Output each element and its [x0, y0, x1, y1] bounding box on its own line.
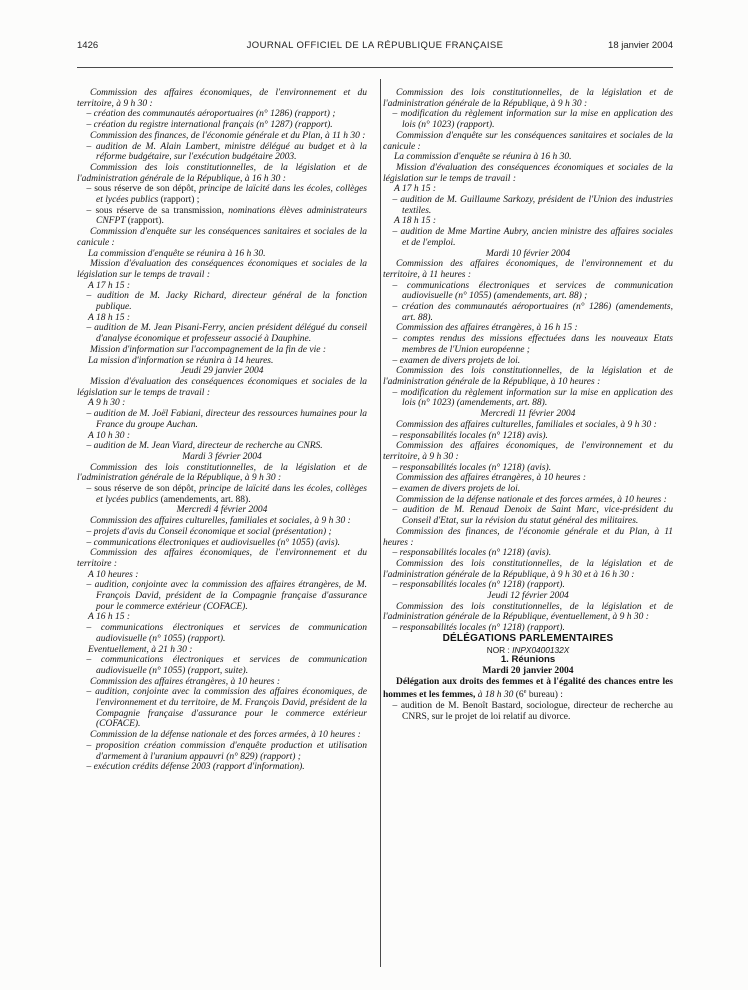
item-block: – examen de divers projets de loi. [392, 484, 521, 495]
text-run: e [523, 688, 527, 696]
text-run: – audition de M. Benoît Bastard, sociologue, directeur de recherche au CNRS, sur le projet de loi relatif au divorce. [392, 701, 673, 722]
column-right [383, 88, 673, 773]
item-block: – audition de M. Guillaume Sarkozy, président de l'Union des industries textiles. [392, 195, 673, 216]
para-block: Commission des affaires culturelles, familiales et sociales, à 9 h 30 : [396, 419, 657, 430]
text-run: INPX0400132X [512, 644, 570, 655]
item-block: – audition de M. Renaud Denoix de Saint Marc, vice-président du Conseil d'Etat, sur la révision du statut général des militaires. [392, 505, 673, 527]
time-block: A 9 h 30 : [88, 398, 126, 409]
text-run: principe de laïcité dans les écoles, collèges et lycées publics [96, 484, 368, 505]
date-block: Jeudi 12 février 2004 [487, 591, 569, 602]
content-columns [77, 88, 673, 773]
item-block: – responsabilités locales (n° 1218) (avis). [392, 548, 552, 559]
date-block: Mercredi 4 février 2004 [176, 505, 268, 516]
item-block [77, 484, 367, 505]
journal-title: JOURNAL OFFICIEL DE LA RÉPUBLIQUE FRANÇAISE [246, 40, 504, 51]
item-block [383, 701, 673, 722]
time-block: A 10 heures : [88, 569, 139, 580]
para-block: Commission des affaires économiques, de l'environnement et du territoire, à 9 h 30 : [383, 441, 673, 462]
para-block: Commission des lois constitutionnelles, de la législation et de l'administration générale de la République, à 9 h 30 et à 16 h 30 : [383, 558, 673, 580]
item-block: – modification du règlement information sur la mise en application des lois (n° 1023) (amendements, art. 88). [392, 387, 673, 409]
item-block: – audition de M. Joël Fabiani, directeur des ressources humaines pour la France du groupe Auchan. [86, 409, 367, 430]
text-run: (6 [515, 690, 524, 701]
item-block: – audition de Mme Martine Aubry, ancien ministre des affaires sociales et de l'emploi. [392, 227, 673, 248]
para-block [383, 677, 673, 702]
item-block [77, 206, 367, 227]
item-block: – audition, conjointe avec la commission des affaires étrangères, de M. François David, président de la Compagnie française d'assurance pour le commerce extérieur (COFACE). [86, 580, 367, 612]
heading-block: DÉLÉGATIONS PARLEMENTAIRES [442, 632, 614, 644]
text-run: bureau) : [526, 690, 563, 701]
para-block: Commission des affaires économiques, de l'environnement et du territoire, à 11 heures : [383, 259, 673, 280]
text-run: – sous réserve de son dépôt, [86, 484, 200, 495]
para-block: Mission d'évaluation des conséquences économiques et sociales de la législation sur le temps de travail : [77, 259, 367, 280]
item-block: – communications électroniques et services de communication audiovisuelle (n° 1055) (rapport). [86, 623, 367, 644]
item-block: – audition de M. Jacky Richard, directeur général de la fonction publique. [86, 291, 367, 313]
time-block: La commission d'enquête se réunira à 16 h 30. [394, 152, 572, 163]
date-block: Mercredi 11 février 2004 [480, 409, 576, 420]
item-block: – communications électroniques et services de communication audiovisuelle (n° 1055) (amendements, art. 88) ; [392, 280, 673, 302]
time-block: A 18 h 15 : [394, 216, 437, 227]
para-block: Commission des lois constitutionnelles, de la législation et de l'administration générale de la République, à 9 h 30 : [77, 462, 367, 484]
text-run: nominations élèves administrateurs CNFPT [96, 205, 367, 227]
para-block: Commission des affaires économiques, de l'environnement et du territoire, à 9 h 30 : [77, 88, 367, 109]
item-block: – responsabilités locales (n° 1218) avis). [392, 430, 548, 441]
item-block: – audition de M. Jean Pisani-Ferry, ancien président délégué du conseil d'analyse économique et professeur associé à Dauphine. [86, 323, 367, 345]
text-run: Délégation aux droits des femmes et à l'égalité des chances entre les hommes et les femmes, [383, 676, 673, 701]
item-block: – audition de M. Jean Viard, directeur de recherche au CNRS. [86, 441, 323, 452]
item-block: – audition de M. Alain Lambert, ministre délégué au budget et à la réforme budgétaire, sur l'exécution budgétaire 2003. [86, 141, 367, 163]
item-block: – modification du règlement information sur la mise en application des lois (n° 1023) (rapport). [392, 109, 673, 131]
item-block: – proposition création commission d'enquête production et utilisation d'armement à l'uranium appauvri (n° 829) (rapport) ; [86, 740, 367, 762]
para-block: Commission des affaires culturelles, familiales et sociales, à 9 h 30 : [90, 516, 351, 527]
item-block: – projets d'avis du Conseil économique et social (présentation) ; [86, 526, 332, 537]
dateb-block: Mardi 20 janvier 2004 [482, 664, 574, 676]
para-block: Commission de la défense nationale et des forces armées, à 10 heures : [90, 730, 361, 741]
item-block: – audition, conjointe avec la commission des affaires économiques, de l'environnement et du territoire, de M. François David, président de la Compagnie française d'assurance pour le commerce extérieur (COFACE). [86, 687, 367, 730]
para-block: Commission d'enquête sur les conséquences sanitaires et sociales de la canicule : [383, 130, 673, 152]
item-block: – création des communautés aéroportuaires (n° 1286) (amendements, art. 88). [392, 302, 673, 323]
item-block: – examen de divers projets de loi. [392, 355, 521, 366]
para-block: Commission des affaires étrangères, à 16 h 15 : [396, 323, 578, 334]
text-run: (rapport) ; [160, 195, 200, 206]
item-block: – comptes rendus des missions effectuées dans les nouveaux Etats membres de l'Union européenne ; [392, 334, 673, 355]
text-run: (rapport). [127, 216, 164, 227]
para-block: Commission des finances, de l'économie générale et du Plan, à 11 heures : [383, 526, 673, 548]
para-block: Mission d'information sur l'accompagnement de la fin de vie : [90, 344, 326, 355]
column-left [77, 88, 367, 773]
para-block: Commission des finances, de l'économie générale et du Plan, à 11 h 30 : [90, 130, 366, 141]
time-block: A 10 h 30 : [88, 430, 131, 441]
para-block: Mission d'évaluation des conséquences économiques et sociales de la législation sur le temps de travail : [383, 162, 673, 184]
text-run: principe de laïcité dans les écoles, collèges et lycées publics [96, 184, 368, 206]
para-block: Commission d'enquête sur les conséquences sanitaires et sociales de la canicule : [77, 227, 367, 248]
time-block: Eventuellement, à 21 h 30 : [88, 644, 193, 655]
para-block: Mission d'évaluation des conséquences économiques et sociales de la législation sur le temps de travail : [77, 376, 367, 398]
page-header [77, 40, 673, 51]
date-block: Jeudi 29 janvier 2004 [180, 366, 264, 377]
para-block: Commission de la défense nationale et des forces armées, à 10 heures : [396, 494, 667, 505]
text-run: – sous réserve de sa transmission, [86, 205, 229, 216]
text-run: à 18 h 30 [477, 690, 516, 701]
sub-block: 1. Réunions [500, 654, 556, 666]
item-block: – responsabilités locales (n° 1218) (avis). [392, 462, 552, 473]
text-run: – sous réserve de son dépôt, [86, 184, 200, 195]
time-block: A 17 h 15 : [394, 184, 437, 195]
para-block: Commission des lois constitutionnelles, de la législation et de l'administration générale de la République, à 16 h 30 : [77, 162, 367, 184]
item-block: – communications électroniques et services de communication audiovisuelle (n° 1055) (rapport, suite). [86, 655, 367, 676]
date-block: Mardi 10 février 2004 [485, 248, 571, 259]
item-block: – création des communautés aéroportuaires (n° 1286) (rapport) ; [86, 109, 336, 120]
item-block: – responsabilités locales (n° 1218) (rapport). [392, 623, 565, 634]
item-block: – exécution crédits défense 2003 (rapport d'information). [86, 762, 305, 773]
time-block: La mission d'information se réunira à 14 heures. [88, 355, 274, 366]
issue-date: 18 janvier 2004 [608, 40, 673, 51]
item-block: – responsabilités locales (n° 1218) (rapport). [392, 580, 565, 591]
item-block: – communications électroniques et audiovisuelles (n° 1055) (avis). [86, 537, 341, 548]
text-run: (amendements, art. 88). [160, 494, 251, 505]
item-block: – création du registre international français (n° 1287) (rapport). [86, 120, 333, 131]
date-block: Mardi 3 février 2004 [182, 451, 262, 462]
para-block: Commission des affaires économiques, de l'environnement et du territoire : [77, 548, 367, 569]
item-block [77, 184, 367, 205]
header-rule [77, 67, 673, 68]
time-block: La commission d'enquête se réunira à 16 h 30. [88, 248, 266, 259]
para-block: Commission des affaires étrangères, à 10 heures : [396, 473, 586, 484]
time-block: A 16 h 15 : [88, 612, 131, 623]
para-block: Commission des lois constitutionnelles, de la législation et de l'administration générale de la République, éventuellement, à 9 h 30 : [383, 601, 673, 623]
time-block: A 18 h 15 : [88, 312, 131, 323]
para-block: Commission des affaires étrangères, à 10 heures : [90, 676, 280, 687]
para-block: Commission des lois constitutionnelles, de la législation et de l'administration générale de la République, à 10 heures : [383, 366, 673, 387]
text-run: NOR : [486, 644, 513, 655]
para-block: Commission des lois constitutionnelles, de la législation et de l'administration générale de la République, à 9 h 30 : [383, 88, 673, 109]
time-block: A 17 h 15 : [88, 280, 131, 291]
page-number: 1426 [77, 40, 99, 51]
